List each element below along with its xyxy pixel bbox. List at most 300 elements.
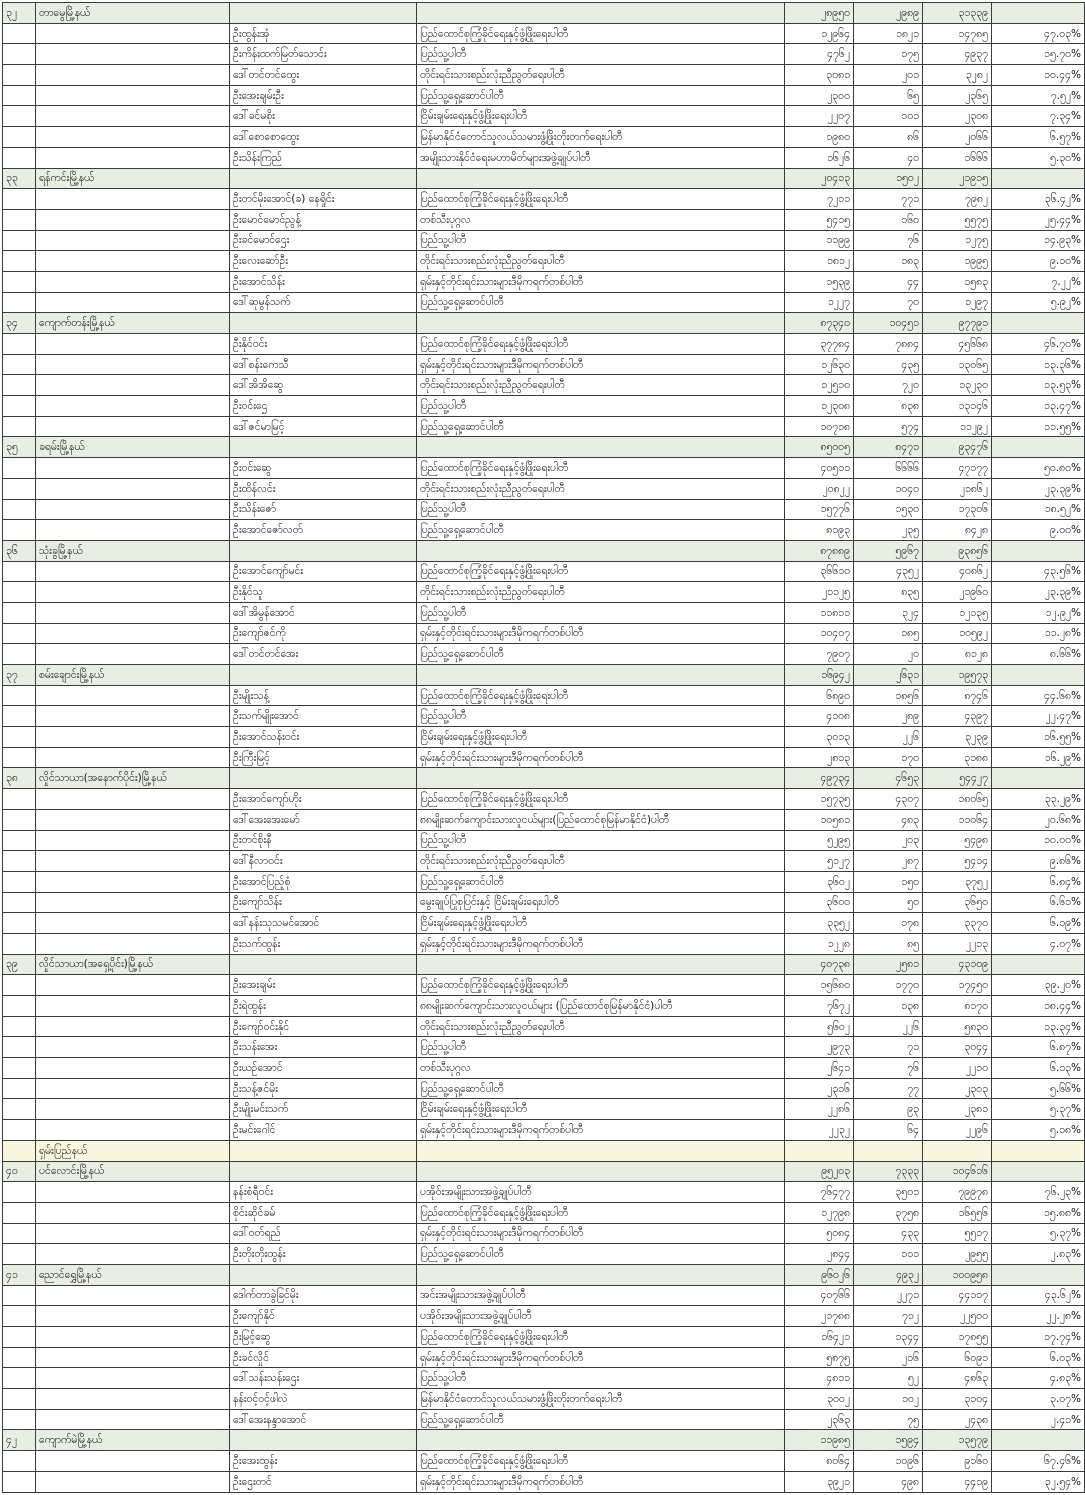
candidate-name: ဦးအေးချမ်း (230, 975, 417, 996)
candidate-votes-2: ၁၈၂၁ (854, 23, 923, 44)
candidate-votes-1: ၃၀၈၁ (785, 65, 854, 86)
candidate-votes-total: ၅၅၇၅ (923, 209, 992, 230)
candidate-name: ဦးသိန်းဇော် (230, 499, 417, 520)
empty-cell (3, 416, 36, 437)
party-name: ပြည်သူ့ရှေ့ဆောင်ပါတီ (417, 1409, 785, 1430)
candidate-votes-2: ၁၁၁ (854, 1244, 923, 1265)
empty-cell (417, 768, 785, 789)
candidate-votes-1: ၁၁၉၉ (785, 230, 854, 251)
empty-cell (36, 1099, 230, 1120)
empty-cell (36, 1182, 230, 1203)
empty-cell (36, 975, 230, 996)
township-number: ၃၇ (3, 665, 36, 686)
empty-cell (230, 540, 417, 561)
candidate-name: ဦးနိုင်သူ (230, 582, 417, 603)
candidate-votes-1: ၃၆၀၀ (785, 892, 854, 913)
candidate-votes-total: ၁၁၂၉၂ (923, 416, 992, 437)
candidate-votes-2: ၄၈၃ (854, 809, 923, 830)
candidate-row (3, 913, 1085, 934)
candidate-name: ဒေါ်အိအိဆွေ (230, 375, 417, 396)
township-votes-2: ၂၉၈၉ (854, 3, 923, 24)
empty-cell (417, 1161, 785, 1182)
candidate-percentage: ၂.၄၁% (992, 1409, 1085, 1430)
candidate-row (3, 1244, 1085, 1265)
candidate-row (3, 271, 1085, 292)
candidate-row (3, 251, 1085, 272)
township-votes-2: ၈၄၇၁ (854, 437, 923, 458)
candidate-votes-total: ၁၃၂၃၀ (923, 375, 992, 396)
candidate-votes-total: ၂၃၀၃ (923, 1078, 992, 1099)
empty-cell (3, 1368, 36, 1389)
candidate-votes-1: ၁၂၂၇ (785, 292, 854, 313)
candidate-votes-1: ၅၂၉၅ (785, 830, 854, 851)
candidate-row (3, 809, 1085, 830)
empty-cell (36, 292, 230, 313)
candidate-name: ဦးတိုးတိုးထွန်း (230, 1244, 417, 1265)
empty-cell (854, 1140, 923, 1161)
candidate-row (3, 1037, 1085, 1058)
candidate-votes-2: ၂၀ (854, 644, 923, 665)
party-name: အင်းအမျိုးသားအဖွဲ့ချုပ်ပါတီ (417, 1285, 785, 1306)
township-votes-total: ၃၁၃၃၉ (923, 3, 992, 24)
candidate-row (3, 1016, 1085, 1037)
candidate-name: ဦးကျော်နိုင် (230, 1306, 417, 1327)
candidate-votes-total: ၂၂၅၀၀ (923, 1306, 992, 1327)
candidate-votes-total: ၄၄၁၉ (923, 1471, 992, 1492)
candidate-votes-total: ၃၀၄၄ (923, 1037, 992, 1058)
candidate-row (3, 582, 1085, 603)
empty-cell (3, 1451, 36, 1472)
empty-cell (992, 665, 1085, 686)
candidate-name: ဒေါ်ခင်မစိုး (230, 106, 417, 127)
empty-cell (3, 975, 36, 996)
empty-cell (3, 1471, 36, 1492)
candidate-votes-total: ၈၇၄၆ (923, 685, 992, 706)
candidate-name: နန်းစံရီဝင်း (230, 1182, 417, 1203)
empty-cell (3, 271, 36, 292)
party-name: ရှမ်းနှင့်တိုင်းရင်းသားများဒီမိုကရက်တစ်ပါတီ (417, 1471, 785, 1492)
candidate-name: ဒေါ်စန်းကေသီ (230, 354, 417, 375)
party-name: ငြိမ်းချမ်းရေးနှင့်ဖွံ့ဖြိုးရေးပါတီ (417, 913, 785, 934)
candidate-percentage: ၃၆.၄၂% (992, 189, 1085, 210)
party-name: ပြည်သူ့ပါတီ (417, 830, 785, 851)
candidate-votes-total: ၅၈၃၀ (923, 1016, 992, 1037)
empty-cell (230, 954, 417, 975)
candidate-votes-2: ၁၃၈ (854, 996, 923, 1017)
party-name: ပြည်သူ့ရှေ့ဆောင်ပါတီ (417, 1244, 785, 1265)
empty-cell (417, 437, 785, 458)
empty-cell (36, 1451, 230, 1472)
candidate-row (3, 706, 1085, 727)
candidate-votes-1: ၃၉၂၁ (785, 1471, 854, 1492)
candidate-votes-total: ၂၃၈၁ (923, 1099, 992, 1120)
candidate-row (3, 623, 1085, 644)
candidate-row (3, 375, 1085, 396)
candidate-votes-total: ၁၀၅၉၂ (923, 623, 992, 644)
candidate-row (3, 292, 1085, 313)
candidate-votes-total: ၂၀၆၆ (923, 127, 992, 148)
candidate-row (3, 996, 1085, 1017)
empty-cell (36, 1327, 230, 1348)
candidate-votes-total: ၂၉၅၅ (923, 1244, 992, 1265)
candidate-percentage: ၁၁.၂၈% (992, 623, 1085, 644)
candidate-votes-1: ၁၉၈၀ (785, 127, 854, 148)
candidate-votes-total: ၄၄၁၁၇ (923, 1285, 992, 1306)
candidate-row (3, 727, 1085, 748)
candidate-votes-total: ၇၉၉၇၈ (923, 1182, 992, 1203)
empty-cell (36, 1471, 230, 1492)
candidate-percentage: ၄.၀၇% (992, 933, 1085, 954)
candidate-percentage: ၆.၁၃% (992, 1058, 1085, 1079)
candidate-votes-2: ၄၀ (854, 147, 923, 168)
candidate-percentage: ၄၆.၇၀% (992, 334, 1085, 355)
empty-cell (3, 396, 36, 417)
empty-cell (3, 602, 36, 623)
candidate-votes-total: ၂၂၁၀ (923, 1058, 992, 1079)
township-votes-1: ၈၅၀၀၅ (785, 437, 854, 458)
empty-cell (36, 1389, 230, 1410)
candidate-votes-1: ၂၀၈၂၂ (785, 478, 854, 499)
candidate-percentage: ၆.၁၉% (992, 913, 1085, 934)
candidate-name: ဦးကျော်သိန်း (230, 892, 417, 913)
candidate-votes-total: ၁၂၁၃၅ (923, 602, 992, 623)
region-row (3, 1140, 1085, 1161)
candidate-votes-2: ၁၀၂ (854, 1389, 923, 1410)
candidate-name: ဒေါ်နီလာဝင်း (230, 851, 417, 872)
candidate-votes-1: ၄၀၇၆၆ (785, 1285, 854, 1306)
party-name: ပြည်သူ့ပါတီ (417, 1037, 785, 1058)
township-name: ရန်ကင်းမြို့နယ် (36, 168, 230, 189)
empty-cell (230, 168, 417, 189)
candidate-votes-total: ၅၅၁၇ (923, 1223, 992, 1244)
township-votes-2: ၁၅၀၂ (854, 168, 923, 189)
candidate-row (3, 892, 1085, 913)
empty-cell (3, 561, 36, 582)
empty-cell (3, 623, 36, 644)
empty-cell (36, 727, 230, 748)
empty-cell (3, 685, 36, 706)
candidate-row (3, 1058, 1085, 1079)
empty-cell (3, 851, 36, 872)
candidate-votes-2: ၇၆ (854, 1058, 923, 1079)
party-name: ပြည်သူ့ရှေ့ဆောင်ပါတီ (417, 644, 785, 665)
party-name: ပြည်ထောင်စုကြံ့ခိုင်ရေးနှင့်ဖွံ့ဖြိုးရေးပါတီ (417, 561, 785, 582)
candidate-percentage: ၄.၈၃% (992, 1368, 1085, 1389)
candidate-row (3, 1451, 1085, 1472)
party-name: ပြည်သူ့ရှေ့ဆောင်ပါတီ (417, 416, 785, 437)
candidate-votes-1: ၃၆၆၁၀ (785, 561, 854, 582)
candidate-votes-2: ၈၆ (854, 127, 923, 148)
township-votes-total: ၉၇၇၉၁ (923, 313, 992, 334)
candidate-votes-2: ၇၂၀ (854, 375, 923, 396)
candidate-percentage: ၂၂.၄၇% (992, 706, 1085, 727)
empty-cell (3, 1202, 36, 1223)
township-row (3, 313, 1085, 334)
candidate-votes-1: ၂၃၀၀ (785, 85, 854, 106)
party-name: ပအိုဝ်းအမျိုးသားအဖွဲ့ချုပ်ပါတီ (417, 1182, 785, 1203)
party-name: ငြိမ်းချမ်းရေးနှင့်ဖွံ့ဖြိုးရေးပါတီ (417, 727, 785, 748)
candidate-row (3, 1306, 1085, 1327)
empty-cell (3, 789, 36, 810)
candidate-votes-2: ၄၉၈ (854, 1471, 923, 1492)
candidate-percentage: ၁၆.၂၉% (992, 747, 1085, 768)
candidate-row (3, 65, 1085, 86)
candidate-votes-2: ၁၅၃၀ (854, 499, 923, 520)
empty-cell (230, 1140, 417, 1161)
empty-cell (3, 85, 36, 106)
township-votes-2: ၄၆၅၃ (854, 768, 923, 789)
candidate-percentage: ၄၃.၅၆% (992, 561, 1085, 582)
candidate-percentage: ၂၀.၆၈% (992, 809, 1085, 830)
empty-cell (3, 520, 36, 541)
candidate-votes-1: ၂၃၁၆ (785, 1078, 854, 1099)
candidate-row (3, 147, 1085, 168)
party-name: ပြည်သူ့ပါတီ (417, 1368, 785, 1389)
empty-cell (3, 1285, 36, 1306)
township-votes-1: ၁၁၉၈၅ (785, 1430, 854, 1451)
empty-cell (36, 416, 230, 437)
empty-cell (992, 3, 1085, 24)
party-name: ပြည်ထောင်စုကြံ့ခိုင်ရေးနှင့်ဖွံ့ဖြိုးရေးပါတီ (417, 789, 785, 810)
empty-cell (992, 437, 1085, 458)
township-number: ၃၆ (3, 540, 36, 561)
candidate-votes-2: ၁၇၀ (854, 747, 923, 768)
empty-cell (992, 168, 1085, 189)
empty-cell (3, 65, 36, 86)
candidate-votes-1: ၄၇၆၂ (785, 44, 854, 65)
party-name: ပြည်သူ့ရှေ့ဆောင်ပါတီ (417, 871, 785, 892)
empty-cell (36, 106, 230, 127)
candidate-percentage: ၅.၉၂% (992, 292, 1085, 313)
candidate-votes-total: ၄၉၃၇ (923, 44, 992, 65)
empty-cell (230, 768, 417, 789)
candidate-name: ဦးယဉ်အောင် (230, 1058, 417, 1079)
candidate-name: ဒေါ်နန်းသုသမင်အောင် (230, 913, 417, 934)
empty-cell (36, 685, 230, 706)
township-number: ၃၂ (3, 3, 36, 24)
candidate-votes-2: ၇၁ (854, 1037, 923, 1058)
empty-cell (230, 1264, 417, 1285)
empty-cell (36, 44, 230, 65)
township-votes-total: ၄၃၁၀၉ (923, 954, 992, 975)
township-votes-total: ၉၃၄၇၆ (923, 437, 992, 458)
candidate-name: ဦးကြီးမြင့် (230, 747, 417, 768)
candidate-votes-total: ၃၆၅၀ (923, 892, 992, 913)
township-votes-2: ၄၉၃၂ (854, 1264, 923, 1285)
candidate-votes-1: ၁၆၂၆ (785, 147, 854, 168)
party-name: တိုင်းရင်းသားစည်းလုံးညီညွတ်ရေးပါတီ (417, 251, 785, 272)
empty-cell (36, 334, 230, 355)
candidate-percentage: ၄၇.၀၃% (992, 23, 1085, 44)
empty-cell (36, 65, 230, 86)
candidate-row (3, 789, 1085, 810)
candidate-votes-2: ၅၀ (854, 892, 923, 913)
candidate-name: ဦးအောင်သန်းဝင်း (230, 727, 417, 748)
empty-cell (3, 1099, 36, 1120)
empty-cell (3, 1327, 36, 1348)
candidate-name: ဒေါက်တာခွဲခြင်မိုး (230, 1285, 417, 1306)
candidate-name: ဦးအေးချမ်းဦး (230, 85, 417, 106)
township-row (3, 1430, 1085, 1451)
candidate-votes-1: ၇၂၁၁ (785, 189, 854, 210)
candidate-votes-2: ၁၀၄၀ (854, 478, 923, 499)
candidate-votes-2: ၅၂ (854, 1368, 923, 1389)
candidate-percentage: ၇၆.၂၃% (992, 1182, 1085, 1203)
empty-cell (992, 954, 1085, 975)
empty-cell (417, 540, 785, 561)
empty-cell (36, 851, 230, 872)
candidate-votes-1: ၄၈၁၁ (785, 1368, 854, 1389)
candidate-percentage: ၇.၂၂% (992, 271, 1085, 292)
candidate-name: ဒေါ်ဝတ်ရည် (230, 1223, 417, 1244)
township-name: ပင်လောင်းမြို့နယ် (36, 1161, 230, 1182)
candidate-votes-1: ၁၅၇၇၆ (785, 499, 854, 520)
party-name: ရှမ်းနှင့်တိုင်းရင်းသားများဒီမိုကရက်တစ်ပါတီ (417, 1223, 785, 1244)
party-name: ရှမ်းနှင့်တိုင်းရင်းသားများဒီမိုကရက်တစ်ပါတီ (417, 1120, 785, 1141)
empty-cell (36, 354, 230, 375)
township-number: ၄၀ (3, 1161, 36, 1182)
empty-cell (36, 1223, 230, 1244)
empty-cell (36, 933, 230, 954)
empty-cell (36, 1306, 230, 1327)
candidate-votes-1: ၅၁၂၇ (785, 851, 854, 872)
empty-cell (3, 292, 36, 313)
empty-cell (3, 1140, 36, 1161)
township-votes-total: ၂၁၉၁၅ (923, 168, 992, 189)
empty-cell (36, 230, 230, 251)
township-votes-1: ၄၉၇၃၄ (785, 768, 854, 789)
empty-cell (36, 582, 230, 603)
party-name: ၈၈မျိုးဆက်ကျောင်းသားလူငယ်များ (ပြည်ထောင်စုမြန်မာနိုင်ငံ)ပါတီ (417, 996, 785, 1017)
candidate-percentage: ၆.၅၇% (992, 127, 1085, 148)
candidate-percentage: ၁၃.၃၄% (992, 1016, 1085, 1037)
candidate-votes-1: ၂၈၄၄ (785, 1244, 854, 1265)
candidate-name: ဒေါ်တင်တင်ထွေး (230, 65, 417, 86)
candidate-name: ဦးသိန်းကြည် (230, 147, 417, 168)
empty-cell (36, 147, 230, 168)
candidate-votes-1: ၂၁၇၈၈ (785, 1306, 854, 1327)
township-votes-1: ၈၇၃၄၀ (785, 313, 854, 334)
township-votes-1: ၂၀၄၁၃ (785, 168, 854, 189)
candidate-votes-total: ၁၉၉၅ (923, 251, 992, 272)
party-name: တစ်သီးပုဂ္ဂလ (417, 209, 785, 230)
empty-cell (3, 1120, 36, 1141)
candidate-votes-1: ၂၈၁၃ (785, 747, 854, 768)
candidate-row (3, 23, 1085, 44)
candidate-votes-total: ၂၁၈၆၂ (923, 478, 992, 499)
candidate-percentage: ၁၀.၄၄% (992, 65, 1085, 86)
candidate-votes-2: ၇၅ (854, 1409, 923, 1430)
party-name: ပြည်သူ့ပါတီ (417, 230, 785, 251)
empty-cell (36, 1078, 230, 1099)
candidate-votes-2: ၈၃၅ (854, 582, 923, 603)
party-name: ပြည်သူ့ပါတီ (417, 499, 785, 520)
candidate-percentage: ၅.၁၈% (992, 1120, 1085, 1141)
candidate-name: ဒေါ်အေးအေးမော် (230, 809, 417, 830)
candidate-votes-1: ၇၆၄၇၇ (785, 1182, 854, 1203)
party-name: ပြည်ထောင်စုကြံ့ခိုင်ရေးနှင့်ဖွံ့ဖြိုးရေးပါတီ (417, 23, 785, 44)
candidate-votes-total: ၄၀၈၆၂ (923, 561, 992, 582)
candidate-votes-total: ၆၀၉၁ (923, 1347, 992, 1368)
candidate-votes-total: ၂၂၁၃ (923, 933, 992, 954)
township-name: သုံးခွမြို့နယ် (36, 540, 230, 561)
election-results-table (2, 2, 1085, 1493)
empty-cell (3, 478, 36, 499)
candidate-votes-1: ၁၈၁၂ (785, 251, 854, 272)
township-number: ၃၄ (3, 313, 36, 334)
candidate-votes-1: ၃၇၇၈၄ (785, 334, 854, 355)
candidate-votes-1: ၅၈၇၅ (785, 1347, 854, 1368)
candidate-votes-total: ၃၂၈၂ (923, 65, 992, 86)
candidate-votes-2: ၆၆၆၆ (854, 458, 923, 479)
candidate-votes-1: ၈၁၉၃ (785, 520, 854, 541)
empty-cell (3, 747, 36, 768)
candidate-votes-1: ၃၆၀၂ (785, 871, 854, 892)
empty-cell (3, 23, 36, 44)
candidate-votes-1: ၁၁၈၁၁ (785, 602, 854, 623)
party-name: ပြည်ထောင်စုကြံ့ခိုင်ရေးနှင့်ဖွံ့ဖြိုးရေးပါတီ (417, 458, 785, 479)
party-name: ငြိမ်းချမ်းရေးနှင့်ဖွံ့ဖြိုးရေးပါတီ (417, 1099, 785, 1120)
empty-cell (417, 3, 785, 24)
candidate-votes-2: ၃၂၄ (854, 602, 923, 623)
candidate-votes-1: ၂၂၀၇ (785, 106, 854, 127)
township-row (3, 954, 1085, 975)
candidate-votes-total: ၂၃၀၈ (923, 106, 992, 127)
candidate-percentage: ၃.၀၇% (992, 1389, 1085, 1410)
township-votes-1: ၈၇၈၈၉ (785, 540, 854, 561)
candidate-percentage: ၁၃.၅၃% (992, 375, 1085, 396)
party-name: ပြည်သူ့ပါတီ (417, 602, 785, 623)
empty-cell (36, 1120, 230, 1141)
candidate-votes-2: ၂၈၇ (854, 851, 923, 872)
empty-cell (230, 437, 417, 458)
party-name: မွေးချုပ်ပြုစုပြင်းနှင့် ငြိမ်းချမ်းရေးပါတီ (417, 892, 785, 913)
empty-cell (3, 458, 36, 479)
party-name: ပြည်ထောင်စုကြံ့ခိုင်ရေးနှင့်ဖွံ့ဖြိုးရေးပါတီ (417, 685, 785, 706)
candidate-votes-2: ၁၈၅ (854, 623, 923, 644)
party-name: ရှမ်းနှင့်တိုင်းရင်းသားများဒီမိုကရက်တစ်ပါတီ (417, 623, 785, 644)
candidate-votes-total: ၂၁၉၆၀ (923, 582, 992, 603)
empty-cell (3, 1058, 36, 1079)
candidate-percentage: ၄၄.၆၈% (992, 685, 1085, 706)
empty-cell (992, 768, 1085, 789)
candidate-votes-2: ၂၀၁ (854, 65, 923, 86)
empty-cell (992, 1264, 1085, 1285)
candidate-votes-2: ၁၅၀ (854, 871, 923, 892)
candidate-name: ဦးဝင်းဌေ (230, 396, 417, 417)
township-row (3, 1264, 1085, 1285)
candidate-votes-1: ၂၁၁၂၅ (785, 582, 854, 603)
empty-cell (417, 168, 785, 189)
empty-cell (36, 1037, 230, 1058)
empty-cell (417, 1264, 785, 1285)
candidate-percentage: ၁၆.၅၅% (992, 727, 1085, 748)
candidate-votes-total: ၁၇၃၀၆ (923, 499, 992, 520)
candidate-row (3, 1409, 1085, 1430)
candidate-row (3, 520, 1085, 541)
region-name: ရှမ်းပြည်နယ် (36, 1140, 230, 1161)
candidate-row (3, 602, 1085, 623)
candidate-votes-total: ၁၆၅၅၆ (923, 1202, 992, 1223)
township-number: ၄၁ (3, 1264, 36, 1285)
candidate-percentage: ၁၃.၃၆% (992, 354, 1085, 375)
candidate-votes-2: ၁၈၅၆ (854, 685, 923, 706)
candidate-name: ဦးကိန်းထက်မြတ်သောင်း (230, 44, 417, 65)
party-name: မြန်မာနိုင်ငံတောင်သူလယ်သမားဖွံ့ဖြိုးတိုးတက်ရေးပါတီ (417, 127, 785, 148)
candidate-name: ဦးဌေးတင် (230, 1471, 417, 1492)
empty-cell (3, 1182, 36, 1203)
candidate-votes-total: ၁၃၀၆၅ (923, 354, 992, 375)
